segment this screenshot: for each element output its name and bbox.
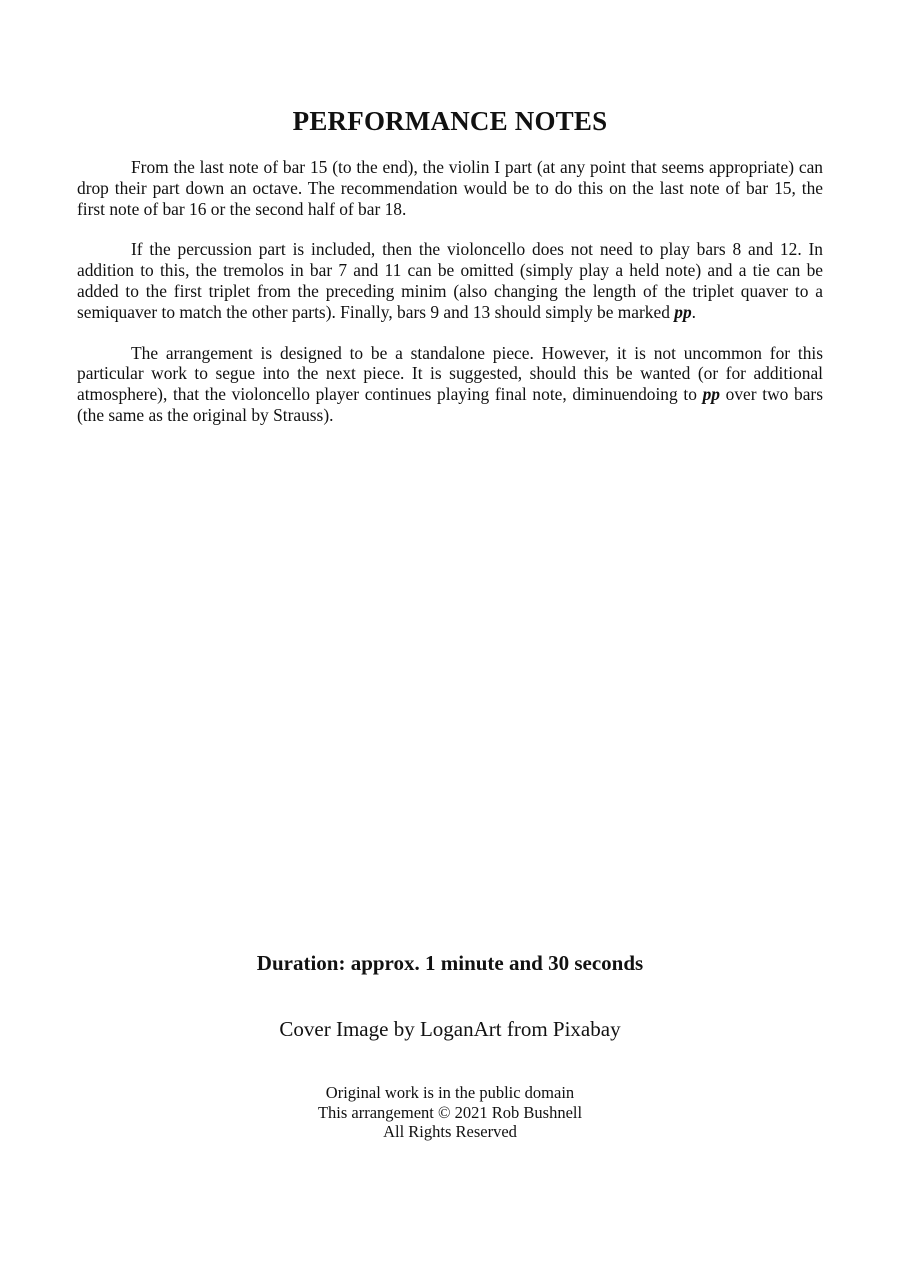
performance-notes-body <box>77 157 823 446</box>
dynamic-marking-pp: pp <box>702 384 720 405</box>
dynamic-marking-pp: pp <box>674 301 692 322</box>
paragraph-text: The arrangement is designed to be a standalone piece. However, it is not uncommon for this particular work to segue into the next piece. It is suggested, should this be wanted (or for additional atmosphere), that the violoncello player continues playing final note, diminuendoing to <box>77 342 823 405</box>
paragraph-text: If the percussion part is included, then the violoncello does not need to play bars 8 and 12. In addition to this, the tremolos in bar 7 and 11 can be omitted (simply play a held note) and a tie can be added to the first triplet from the preceding minim (also changing the length of the triplet quaver to a semiquaver to match the other parts). Finally, bars 9 and 13 should simply be marked <box>77 239 823 322</box>
paragraph-text: over two bars (the same as the original by Strauss). <box>77 384 823 425</box>
note-paragraph-octave: From the last note of bar 15 (to the end), the violin I part (at any point that seems appropriate) can drop their part down an octave. The recommendation would be to do this on the last note of bar 15, the first note of bar 16 or the second half of bar 18. <box>77 157 823 219</box>
duration-note: Duration: approx. 1 minute and 30 seconds <box>256 951 644 975</box>
rights-reserved-line: All Rights Reserved <box>383 1122 517 1141</box>
copyright-block <box>0 1083 900 1142</box>
copyright-line: This arrangement © 2021 Rob Bushnell <box>317 1102 583 1122</box>
page-title: PERFORMANCE NOTES <box>292 106 608 136</box>
note-paragraph-segue <box>77 343 823 426</box>
cover-image-credit: Cover Image by LoganArt from Pixabay <box>279 1017 621 1041</box>
note-paragraph-percussion <box>77 239 823 322</box>
paragraph-text: . <box>691 301 697 322</box>
public-domain-line: Original work is in the public domain <box>325 1083 575 1102</box>
